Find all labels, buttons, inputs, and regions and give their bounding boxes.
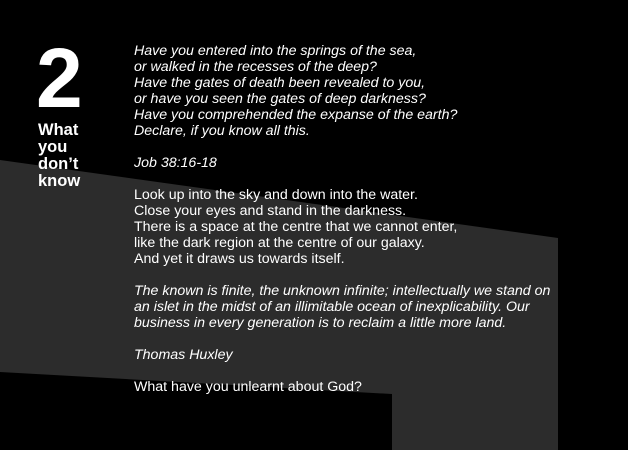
reflection-line: There is a space at the centre that we cannot enter, xyxy=(134,219,458,235)
huxley-quote xyxy=(134,283,604,331)
verse-line: Have the gates of death been revealed to you, xyxy=(134,75,426,91)
section-title xyxy=(38,122,98,190)
verse-line: Declare, if you know all this. xyxy=(134,123,310,139)
spacer xyxy=(134,267,604,283)
section-marker xyxy=(36,31,98,190)
reflection-line: And yet it draws us towards itself. xyxy=(134,251,345,267)
verse-line: Have you entered into the springs of the sea, xyxy=(134,43,417,59)
spacer xyxy=(134,363,604,379)
quote-line: The known is finite, the unknown infinite; intellectually we stand on xyxy=(134,283,551,299)
verse-line: or walked in the recesses of the deep? xyxy=(134,59,377,75)
reflection-line: like the dark region at the centre of our galaxy. xyxy=(134,235,425,251)
spacer xyxy=(134,331,604,347)
scripture-verse xyxy=(134,43,604,139)
section-title-word: don’t xyxy=(38,155,79,173)
quote-line: an islet in the midst of an illimitable ocean of inexplicability. Our xyxy=(134,299,530,315)
verse-line: Have you comprehended the expanse of the earth? xyxy=(134,107,458,123)
section-title-word: know xyxy=(38,172,81,190)
closing-question: What have you unlearnt about God? xyxy=(134,379,362,395)
scripture-reference: Job 38:16-18 xyxy=(134,155,217,171)
quote-line: business in every generation is to reclaim a little more land. xyxy=(134,315,507,331)
spacer xyxy=(134,171,604,187)
reflection-line: Look up into the sky and down into the water. xyxy=(134,187,418,203)
verse-line: or have you seen the gates of deep darkness? xyxy=(134,91,426,107)
quote-author: Thomas Huxley xyxy=(134,347,233,363)
section-title-word: What xyxy=(38,121,79,139)
main-text xyxy=(134,43,604,395)
reflection-paragraph xyxy=(134,187,604,267)
reflection-line: Close your eyes and stand in the darkness. xyxy=(134,203,407,219)
section-number: 2 xyxy=(36,31,80,125)
section-title-word: you xyxy=(38,138,68,156)
spacer xyxy=(134,139,604,155)
